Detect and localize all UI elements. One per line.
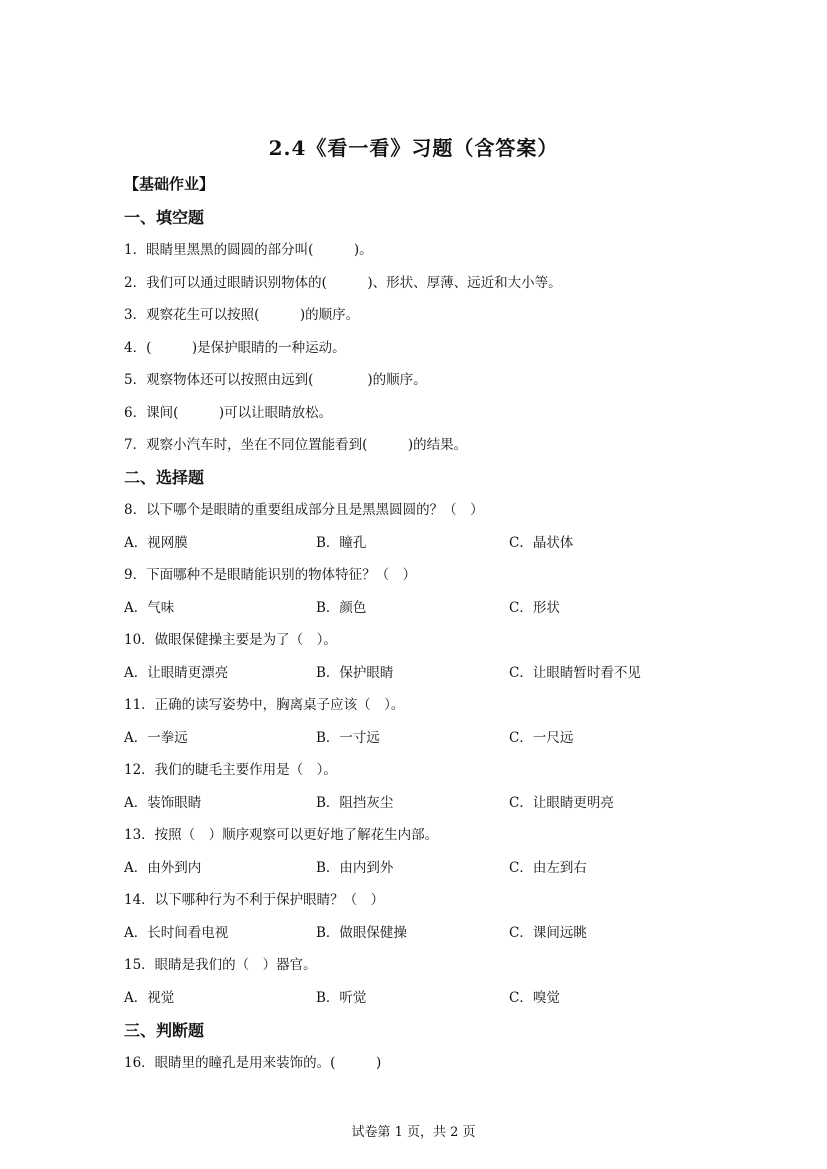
option-b: B．一寸远 (316, 730, 380, 746)
question-10: 10．做眼保健操主要是为了（ ）。 (124, 632, 337, 648)
question-15: 15．眼睛是我们的（ ）器官。 (124, 957, 317, 973)
option-b: B．颜色 (316, 600, 367, 616)
option-b: B．听觉 (316, 990, 367, 1006)
option-b: B．保护眼睛 (316, 665, 394, 681)
option-a: A．长时间看电视 (124, 925, 229, 941)
question-11: 11．正确的读写姿势中，胸离桌子应该（ ）。 (124, 697, 405, 713)
section-fill-in: 一、填空题 (124, 208, 205, 227)
question-4: 4．( )是保护眼睛的一种运动。 (124, 340, 346, 356)
section-choice: 二、选择题 (124, 468, 205, 487)
option-a: A．视觉 (124, 990, 175, 1006)
question-9: 9．下面哪种不是眼睛能识别的物体特征？（ ） (124, 567, 417, 583)
question-8: 8．以下哪个是眼睛的重要组成部分且是黑黑圆圆的？（ ） (124, 502, 484, 518)
option-a: A．由外到内 (124, 860, 202, 876)
option-c: C．形状 (509, 600, 560, 616)
question-1: 1．眼睛里黑黑的圆圆的部分叫( )。 (124, 242, 373, 258)
option-b: B．做眼保健操 (316, 925, 407, 941)
question-3: 3．观察花生可以按照( )的顺序。 (124, 307, 360, 323)
option-a: A．视网膜 (124, 535, 188, 551)
option-c: C．由左到右 (509, 860, 587, 876)
page-footer: 试卷第 1 页，共 2 页 (351, 1125, 476, 1140)
question-14: 14．以下哪种行为不利于保护眼睛？（ ） (124, 892, 385, 908)
question-13: 13．按照（ ）顺序观察可以更好地了解花生内部。 (124, 827, 439, 843)
subtitle: 【基础作业】 (124, 175, 215, 193)
option-b: B．阻挡灰尘 (316, 795, 394, 811)
option-c: C．嗅觉 (509, 990, 560, 1006)
option-b: B．由内到外 (316, 860, 394, 876)
question-5: 5．观察物体还可以按照由远到( )的顺序。 (124, 372, 427, 388)
section-judge: 三、判断题 (124, 1021, 205, 1040)
question-2: 2．我们可以通过眼睛识别物体的( )、形状、厚薄、远近和大小等。 (124, 275, 562, 291)
option-c: C．让眼睛暂时看不见 (509, 665, 641, 681)
question-16: 16．眼睛里的瞳孔是用来装饰的。( ) (124, 1055, 382, 1071)
option-c: C．课间远眺 (509, 925, 587, 941)
question-6: 6．课间( )可以让眼睛放松。 (124, 405, 333, 421)
option-a: A．装饰眼睛 (124, 795, 202, 811)
question-12: 12．我们的睫毛主要作用是（ ）。 (124, 762, 337, 778)
option-b: B．瞳孔 (316, 535, 367, 551)
question-7: 7．观察小汽车时，坐在不同位置能看到( )的结果。 (124, 437, 468, 453)
page-title: 2.4《看一看》习题（含答案） (268, 136, 559, 160)
option-a: A．气味 (124, 600, 175, 616)
option-c: C．让眼睛更明亮 (509, 795, 614, 811)
option-c: C．一尺远 (509, 730, 574, 746)
option-a: A．一拳远 (124, 730, 188, 746)
option-a: A．让眼睛更漂亮 (124, 665, 229, 681)
option-c: C．晶状体 (509, 535, 574, 551)
